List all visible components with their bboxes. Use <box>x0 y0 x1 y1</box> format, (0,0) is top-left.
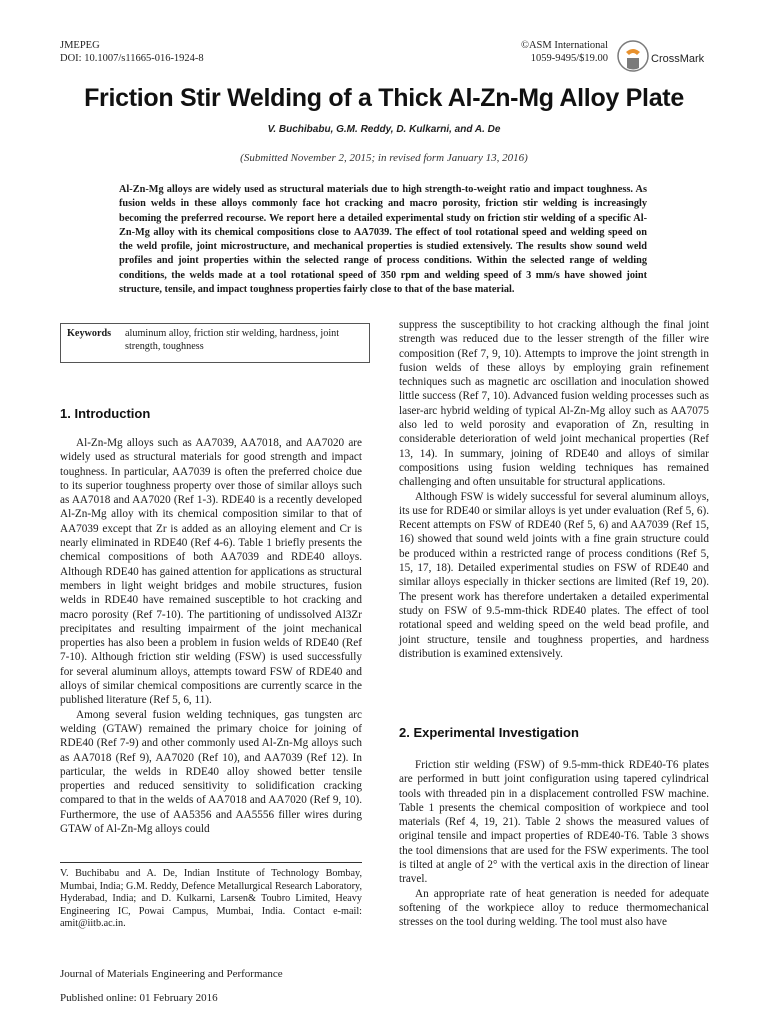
keywords-text: aluminum alloy, friction stir welding, hardness, joint strength, toughness <box>125 328 340 352</box>
section-heading-experimental: 2. Experimental Investigation <box>399 725 579 740</box>
right-paragraph-2: Although FSW is widely successful for several aluminum alloys, its use for RDE40 or similar alloys is yet under evaluation (Ref 5, 6). Recent attempts on FSW of RDE40 (Ref 5, 6) and AA7039 (Ref 15, 16) showed that sound weld joints with a fine grain structure could be produced within a restricted range of process conditions (Ref 5, 15, 17, 18). Detailed experimental studies on FSW of RDE40 and similar alloys especially in thicker sections are limited (Ref 19, 20). The present work has therefore undertaken a detailed experimental study on FSW of 9.5-mm-thick RDE40 plates. The effect of tool rotational speed and welding speed on the weld bead profile, and joint structure, tensile and toughness properties, and hardness distribution is examined extensively. <box>399 490 709 660</box>
abstract: Al-Zn-Mg alloys are widely used as structural materials due to high strength-to-weight ratio and impact toughness. As fusion welds in these alloys commonly face hot cracking and macro porosity, friction stir welding is increasingly becoming the preferred recourse. We report here a detailed experimental study on friction stir welding of a specific Al-Zn-Mg alloy with its chemical compositions close to AA7039. The effect of tool rotational speed and welding speed on the weld profile, joint microstructure, and mechanical properties is studied extensively. The results show sound weld profiles and joint properties within the selected range of process conditions. Within the selected range of welding conditions, the welds made at a tool rotational speed of 350 rpm and welding speed of 3 mm/s have showed joint structure, tensile, and impact toughness properties fairly close to that of the base material. <box>119 184 647 296</box>
journal-name: Journal of Materials Engineering and Performance <box>60 968 283 980</box>
keywords-label: Keywords <box>67 328 112 339</box>
experimental-column <box>399 758 709 930</box>
experimental-paragraph-2: An appropriate rate of heat generation is needed for adequate softening of the workpiece alloy to reduce thermomechanical stresses on the tool during welding. The tool must also have <box>399 887 709 929</box>
journal-code: JMEPEG <box>60 40 100 51</box>
intro-paragraph-1: Al-Zn-Mg alloys such as AA7039, AA7018, and AA7020 are widely used as structural materials for good strength and impact toughness. In particular, AA7039 is often the preferred choice due to its superior toughness property over those of similar alloys such as AA7018 and AA7020 (Ref 1-3). RDE40 is a recently developed Al-Zn-Mg alloy with its chemical composition similar to that of AA7039 except that Zr is added as an alloying element and Cr is nearly eliminated in RDE40 (Ref 4-6). Table 1 briefly presents the chemical compositions of both AA7039 and RDE40 alloys. Although RDE40 has gained attention for applications as structural members in light weight bridges and mobile structures, fusion welds in RDE40 have remained susceptible to hot cracking and macro porosity (Ref 7-10). The partitioning of undissolved Al3Zr precipitates and resulting impairment of the joint mechanical properties has also been a problem in fusion welds of RDE40 (Ref 7-10). Although friction stir welding (FSW) is used successfully for several aluminum alloys, attempts toward FSW of RDE40 and alloys of similar chemical compositions are currently scarce in the published literature (Ref 5, 6, 11). <box>60 437 362 707</box>
intro-column-right <box>399 318 709 661</box>
right-paragraph-1: suppress the susceptibility to hot cracking although the final joint strength was reduced due to the lesser strength of the filler wire composition (Ref 7, 9, 10). Attempts to improve the joint strength in fusion welds of these alloys by employing grain refinement techniques such as magnetic arc oscillation and inoculation showed little success (Ref 7, 10). Advanced fusion welding processes such as laser-arc hybrid welding of typical Al-Zn-Mg alloy such as AA7075 also led to weld porosity and evaporation of Zn, resulting in considerable deterioration of weld joint mechanical properties (Ref 13, 14). In summary, joining of RDE40 and alloys of similar compositions using fusion welding techniques has remained challenging and often unsuitable for structural applications. <box>399 319 709 489</box>
submission-dates: (Submitted November 2, 2015; in revised form January 13, 2016) <box>240 152 528 164</box>
footnote-divider <box>60 862 362 863</box>
publisher: ©ASM International <box>520 40 608 51</box>
experimental-paragraph-1: Friction stir welding (FSW) of 9.5-mm-thick RDE40-T6 plates are performed in butt joint configuration using tapered cylindrical tools with threaded pin in a displacement controlled FSW machine. Table 1 presents the chemical composition of workpiece and tool materials (Ref 4, 19, 21). Table 2 shows the measured values of original tensile and impact properties of RDE40-T6. Table 3 shows the tool dimensions that are used for the FSW experiments. The tool is tilted at angle of 2° with the vertical axis in the direction of linear travel. <box>399 759 709 886</box>
running-header-left <box>60 40 204 65</box>
intro-column-left <box>60 436 362 836</box>
publication-date: Published online: 01 February 2016 <box>60 992 218 1004</box>
doi[interactable]: DOI: 10.1007/s11665-016-1924-8 <box>60 52 204 64</box>
authors: V. Buchibabu, G.M. Reddy, D. Kulkarni, and A. De <box>267 124 501 135</box>
crossmark-label: CrossMark <box>651 53 705 65</box>
running-header-right <box>521 40 608 65</box>
keywords-box <box>60 323 370 363</box>
section-heading-introduction: 1. Introduction <box>60 406 151 421</box>
issn-price: 1059-9495/$19.00 <box>530 52 608 64</box>
author-affiliations: V. Buchibabu and A. De, Indian Institute of Technology Bombay, Mumbai, India; G.M. Reddy, Defence Metallurgical Research Laboratory, Hyderabad, India; and D. Kulkarni, Larsen& Toubro Limited, Heavy Engineering IC, Powai Campus, Mumbai, India. Contact e-mail: amit@iitb.ac.in. <box>60 868 362 930</box>
article-title: Friction Stir Welding of a Thick Al-Zn-Mg Alloy Plate <box>84 84 684 112</box>
intro-paragraph-2: Among several fusion welding techniques, gas tungsten arc welding (GTAW) remained the primary choice for joining of RDE40 (Ref 7-9) and other commonly used Al-Zn-Mg alloys such as AA7018 (Ref 9), AA7020 (Ref 10), and AA7039 (Ref 12). In particular, the welds in RDE40 alloy showed better tensile properties and reduced sensitivity to solidification cracking compared to that in the welds of AA7018 and AA7020 (Ref 9, 10). Furthermore, the use of AA5356 and AA5556 filler wires during GTAW of Al-Zn-Mg alloys could <box>60 708 362 836</box>
